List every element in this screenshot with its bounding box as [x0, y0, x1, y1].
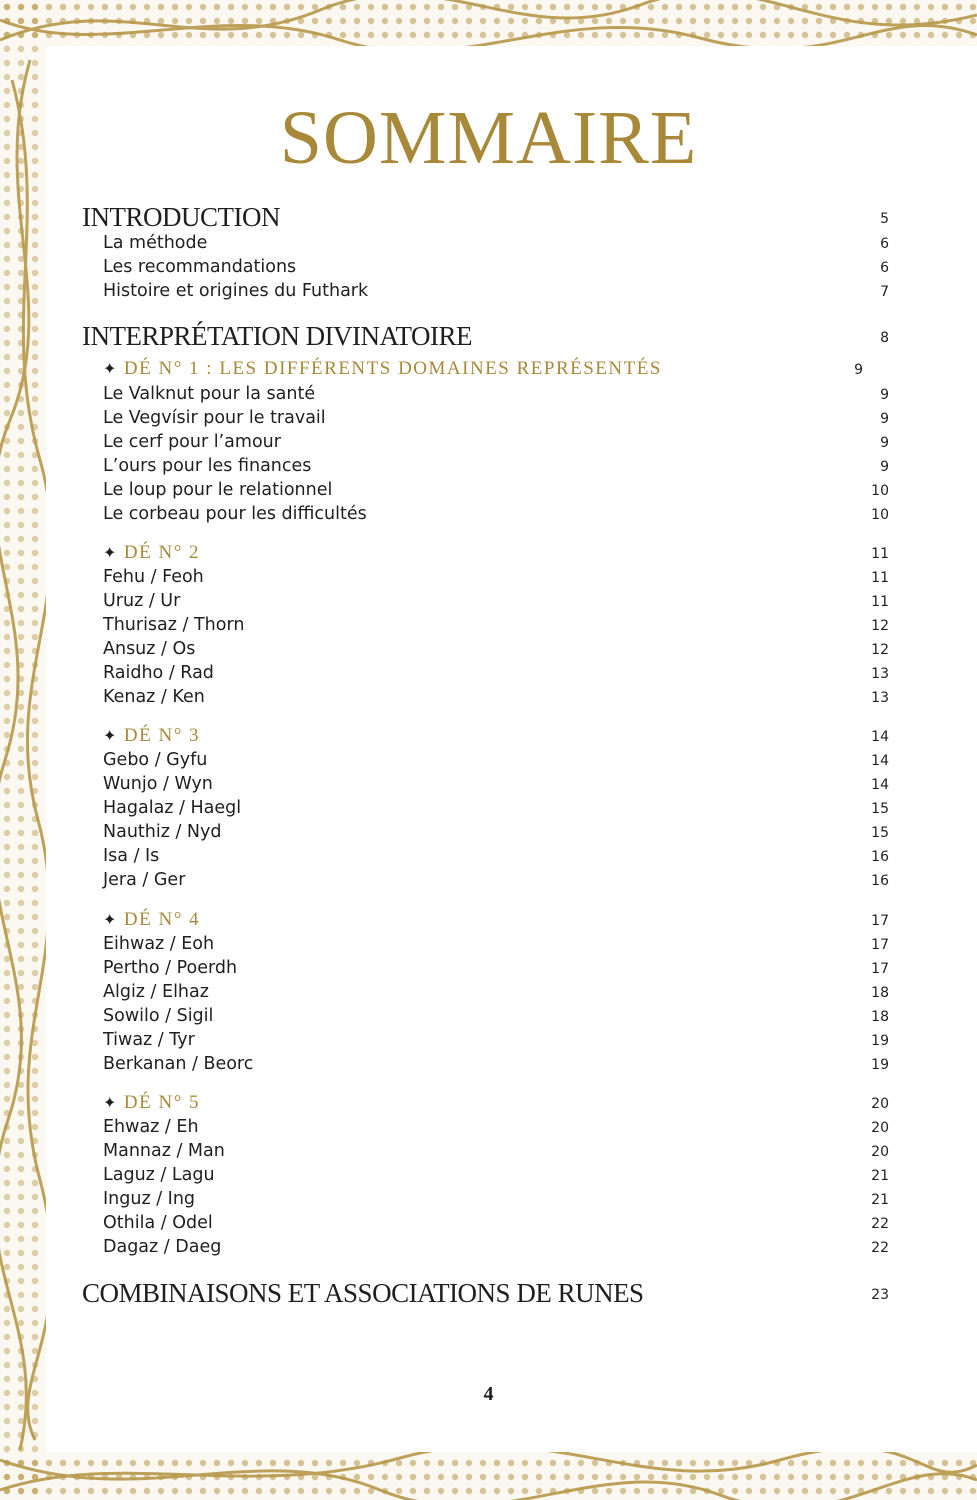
toc-entry[interactable] [0, 478, 977, 502]
page-number: 16 [871, 849, 889, 865]
entry-label: Laguz / Lagu [103, 1165, 215, 1185]
page-number: 16 [871, 873, 889, 889]
page-number: 18 [871, 1009, 889, 1025]
toc-entry[interactable] [0, 748, 977, 772]
page-number: 13 [871, 690, 889, 706]
entry-label: Le loup pour le relationnel [103, 480, 333, 500]
toc-entry[interactable] [0, 820, 977, 844]
subsection-label: DÉ N° 4 [123, 909, 201, 930]
page-title: SOMMAIRE [279, 96, 698, 180]
toc-entry[interactable] [0, 844, 977, 868]
page-number: 22 [871, 1240, 889, 1256]
page-number: 21 [871, 1192, 889, 1208]
toc-subsection-de-5[interactable] [0, 1091, 977, 1115]
entry-label: Thurisaz / Thorn [103, 615, 245, 635]
toc-section-interpretation[interactable] [0, 321, 977, 351]
toc-entry[interactable] [0, 1139, 977, 1163]
entry-label: Les recommandations [103, 257, 297, 277]
entry-label: Nauthiz / Nyd [103, 822, 222, 842]
toc-entry[interactable] [0, 796, 977, 820]
page-number: 20 [871, 1144, 889, 1160]
page-number: 21 [871, 1168, 889, 1184]
toc-entry[interactable] [0, 1028, 977, 1052]
entry-label: Uruz / Ur [103, 591, 181, 611]
page-number: 7 [880, 284, 889, 300]
section-label: INTRODUCTION [82, 202, 280, 232]
toc-entry[interactable] [0, 279, 977, 303]
page-number: 19 [871, 1057, 889, 1073]
entry-label: Sowilo / Sigil [103, 1006, 214, 1026]
page-number: 15 [871, 825, 889, 841]
page-number: 12 [871, 618, 889, 634]
section-label: COMBINAISONS ET ASSOCIATIONS DE RUNES [82, 1278, 644, 1308]
toc-subsection-de-2[interactable] [0, 541, 977, 565]
page-number: 17 [871, 961, 889, 977]
page-number: 9 [880, 435, 889, 451]
entry-label: Algiz / Elhaz [103, 982, 209, 1002]
page-number: 20 [871, 1096, 889, 1112]
page-number: 14 [871, 753, 889, 769]
toc-entry[interactable] [0, 613, 977, 637]
toc-entry[interactable] [0, 589, 977, 613]
page-number: 17 [871, 913, 889, 929]
page-number: 23 [871, 1287, 889, 1303]
entry-label: Le Vegvísir pour le travail [103, 408, 326, 428]
toc-entry[interactable] [0, 637, 977, 661]
page-number: 11 [871, 570, 889, 586]
entry-label: Mannaz / Man [103, 1141, 225, 1161]
star-icon: ✦ [103, 728, 118, 745]
toc-subsection-de-4[interactable] [0, 908, 977, 932]
page-number: 9 [880, 411, 889, 427]
toc-entry[interactable] [0, 1004, 977, 1028]
page-number: 6 [880, 236, 889, 252]
entry-label: Wunjo / Wyn [103, 774, 213, 794]
subsection-label: DÉ N° 2 [123, 542, 201, 563]
entry-label: Le cerf pour l’amour [103, 432, 281, 452]
toc-entry[interactable] [0, 231, 977, 255]
entry-label: Raidho / Rad [103, 663, 214, 683]
page-number: 14 [871, 729, 889, 745]
entry-label: Gebo / Gyfu [103, 750, 208, 770]
entry-label: Eihwaz / Eoh [103, 934, 215, 954]
toc-entry[interactable] [0, 255, 977, 279]
star-icon: ✦ [103, 545, 118, 562]
entry-label: Fehu / Feoh [103, 567, 204, 587]
page-number: 11 [871, 546, 889, 562]
toc-entry[interactable] [0, 430, 977, 454]
page-number: 13 [871, 666, 889, 682]
entry-label: Isa / Is [103, 846, 160, 866]
page-number: 5 [880, 211, 889, 227]
toc-entry[interactable] [0, 1235, 977, 1259]
page-number: 20 [871, 1120, 889, 1136]
toc-entry[interactable] [0, 932, 977, 956]
entry-label: Kenaz / Ken [103, 687, 205, 707]
toc-entry[interactable] [0, 1211, 977, 1235]
section-label: INTERPRÉTATION DIVINATOIRE [82, 321, 473, 351]
entry-label: La méthode [103, 233, 208, 253]
page-number: 11 [871, 594, 889, 610]
page-number: 12 [871, 642, 889, 658]
toc-section-introduction[interactable] [0, 202, 977, 232]
entry-label: Histoire et origines du Futhark [103, 281, 369, 301]
toc-entry[interactable] [0, 1115, 977, 1139]
star-icon: ✦ [103, 361, 118, 378]
entry-label: Le Valknut pour la santé [103, 384, 316, 404]
page-number: 9 [880, 459, 889, 475]
entry-label: Tiwaz / Tyr [103, 1030, 195, 1050]
toc-entry[interactable] [0, 1187, 977, 1211]
page-number: 9 [854, 362, 863, 378]
toc-entry[interactable] [0, 772, 977, 796]
subsection-label: DÉ N° 3 [123, 725, 201, 746]
toc-entry[interactable] [0, 454, 977, 478]
toc-entry[interactable] [0, 382, 977, 406]
toc-subsection-de-1[interactable] [0, 357, 977, 381]
page-number: 17 [871, 937, 889, 953]
subsection-label: DÉ N° 1 : LES DIFFÉRENTS DOMAINES REPRÉSENTÉS [123, 358, 662, 379]
star-icon: ✦ [103, 912, 118, 929]
toc-entry[interactable] [0, 956, 977, 980]
entry-label: L’ours pour les finances [103, 456, 312, 476]
page-number: 18 [871, 985, 889, 1001]
toc-entry[interactable] [0, 565, 977, 589]
page-number: 6 [880, 260, 889, 276]
entry-label: Inguz / Ing [103, 1189, 196, 1209]
toc-section-combinaisons[interactable] [0, 1278, 977, 1308]
toc-entry[interactable] [0, 1052, 977, 1076]
page-number: 15 [871, 801, 889, 817]
page-number: 22 [871, 1216, 889, 1232]
toc-entry[interactable] [0, 980, 977, 1004]
entry-label: Othila / Odel [103, 1213, 213, 1233]
toc-entry[interactable] [0, 406, 977, 430]
entry-label: Jera / Ger [103, 870, 186, 890]
toc-entry[interactable] [0, 502, 977, 526]
folio-page-number: 4 [483, 1383, 494, 1405]
page-number: 8 [880, 330, 889, 346]
page-number: 10 [871, 507, 889, 523]
toc-entry[interactable] [0, 661, 977, 685]
entry-label: Dagaz / Daeg [103, 1237, 222, 1257]
toc-entry[interactable] [0, 1163, 977, 1187]
page-number: 14 [871, 777, 889, 793]
page-number: 9 [880, 387, 889, 403]
toc-entry[interactable] [0, 868, 977, 892]
subsection-label: DÉ N° 5 [123, 1092, 201, 1113]
entry-label: Le corbeau pour les difficultés [103, 504, 367, 524]
page-number: 19 [871, 1033, 889, 1049]
entry-label: Pertho / Poerdh [103, 958, 238, 978]
entry-label: Berkanan / Beorc [103, 1054, 254, 1074]
page-number: 10 [871, 483, 889, 499]
toc-subsection-de-3[interactable] [0, 724, 977, 748]
entry-label: Ansuz / Os [103, 639, 196, 659]
toc-entry[interactable] [0, 685, 977, 709]
star-icon: ✦ [103, 1095, 118, 1112]
entry-label: Hagalaz / Haegl [103, 798, 242, 818]
entry-label: Ehwaz / Eh [103, 1117, 199, 1137]
